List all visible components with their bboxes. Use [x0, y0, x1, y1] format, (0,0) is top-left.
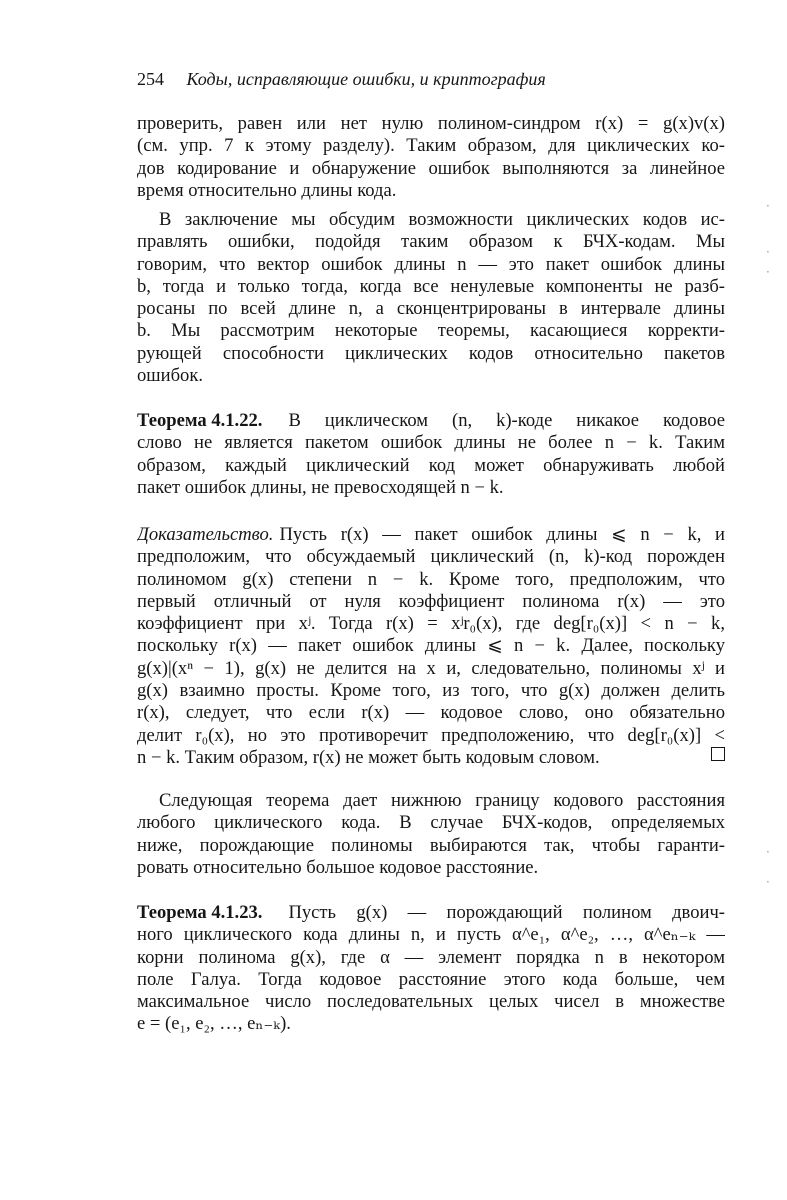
theorem-label: Теорема 4.1.22. [137, 410, 263, 431]
text-line: слово не является пакетом ошибок длины не более n − k. Таким [137, 432, 725, 454]
paragraph-intro [137, 113, 725, 202]
theorem-4-1-23 [137, 902, 725, 1036]
scan-mark: · [766, 875, 770, 889]
text-line: n − k. Таким образом, r(x) не может быть кодовым словом. [137, 746, 600, 768]
text-line: ровать относительно большое кодовое расстояние. [137, 856, 539, 878]
proof-label: Доказательство. [137, 524, 274, 545]
text-line: b, тогда и только тогда, когда все ненулевые компоненты не разб- [137, 275, 725, 297]
text-line: делит r₀(x), но это противоречит предположению, что deg[r₀(x)] < [137, 724, 725, 746]
text-line: корни полинома g(x), где α — элемент порядка n в некотором [137, 946, 725, 968]
text-line: правлять ошибки, подойдя таким образом к БЧХ-кодам. Мы [137, 231, 725, 253]
text-line: ошибок. [137, 365, 204, 387]
theorem-first-line [137, 410, 725, 432]
text-line: пакет ошибок длины, не превосходящей n − k. [137, 476, 504, 498]
text-line: говорим, что вектор ошибок длины n — это пакет ошибок длины [137, 253, 725, 275]
text-line: В циклическом (n, k)-коде никакое кодовое [288, 410, 725, 431]
page-number: 254 [137, 69, 164, 89]
text-line: e = (e₁, e₂, …, eₙ₋ₖ). [137, 1013, 291, 1035]
text-line: рующей способности циклических кодов относительно пакетов [137, 342, 725, 364]
text-line: поскольку r(x) — пакет ошибок длины ⩽ n − k. Далее, поскольку [137, 635, 725, 657]
text-line: любого циклического кода. В случае БЧХ-кодов, определяемых [137, 812, 725, 834]
text-line: b. Мы рассмотрим некоторые теоремы, касающиеся корректи- [137, 320, 725, 342]
text-line: максимальное число последовательных целых чисел в множестве [137, 991, 725, 1013]
text-line: полиномом g(x) степени n − k. Кроме того, предположим, что [137, 568, 725, 590]
theorem-label: Теорема 4.1.23. [137, 902, 263, 923]
paragraph-burst-errors [137, 209, 725, 387]
text-line: ниже, порождающие полиномы выбираются так, чтобы гаранти- [137, 834, 725, 856]
text-line: ного циклического кода длины n, и пусть α^e₁, α^e₂, …, α^eₙ₋ₖ — [137, 924, 725, 946]
text-line: r(x), следует, что если r(x) — кодовое слово, оно обязательно [137, 702, 725, 724]
text-line: g(x)|(xⁿ − 1), g(x) не делится на x и, следовательно, полиномы xʲ и [137, 657, 725, 679]
text-line: коэффициент при xʲ. Тогда r(x) = xʲr₀(x), где deg[r₀(x)] < n − k, [137, 613, 725, 635]
text-line: первый отличный от нуля коэффициент полинома r(x) — это [137, 590, 725, 612]
text-line: Пусть r(x) — пакет ошибок длины ⩽ n − k, и [279, 524, 725, 545]
text-line: росаны по всей длине n, а сконцентрированы в интервале длины [137, 298, 725, 320]
proof-last-line [137, 747, 725, 769]
scan-mark: · [766, 265, 770, 279]
text-line: дов кодирование и обнаружение ошибок выполняются за линейное [137, 157, 725, 179]
theorem-first-line [137, 902, 725, 924]
scan-mark: · [766, 199, 770, 213]
text-line: образом, каждый циклический код может обнаруживать любой [137, 454, 725, 476]
running-title: Коды, исправляющие ошибки, и криптография [186, 69, 546, 89]
proof-first-line [137, 524, 725, 546]
proof [137, 524, 725, 769]
scan-mark: · [766, 245, 770, 259]
text-line: время относительно длины кода. [137, 179, 397, 201]
page-header [137, 66, 727, 92]
text-line: Следующая теорема дает нижнюю границу кодового расстояния [159, 790, 725, 811]
text-line: проверить, равен или нет нулю полином-синдром r(x) = g(x)v(x) [137, 113, 725, 134]
paragraph-lower-bound [137, 790, 725, 879]
text-line: g(x) взаимно просты. Кроме того, из того, что g(x) должен делить [137, 680, 725, 702]
text-line: В заключение мы обсудим возможности циклических кодов ис- [159, 209, 725, 230]
text-line: Пусть g(x) — порождающий полином двоич- [288, 902, 725, 923]
theorem-4-1-22 [137, 410, 725, 499]
text-line: предположим, что обсуждаемый циклический (n, k)-код порожден [137, 546, 725, 568]
qed-square-icon [711, 747, 725, 761]
scan-mark: · [766, 845, 770, 859]
text-line: (см. упр. 7 к этому разделу). Таким образом, для циклических ко- [137, 135, 725, 157]
text-line: поле Галуа. Тогда кодовое расстояние этого кода больше, чем [137, 968, 725, 990]
